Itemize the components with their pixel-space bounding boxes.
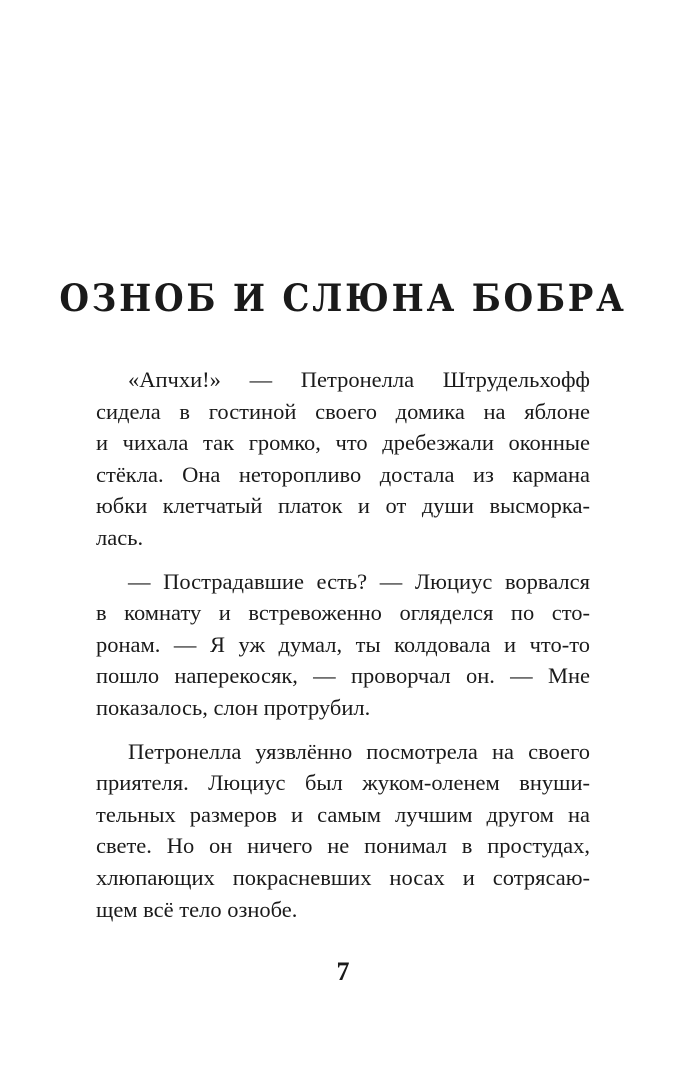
- text-line: лась.: [96, 524, 144, 550]
- text-line: хлюпающих покрасневших носах и сотрясаю-: [96, 864, 590, 890]
- text-line: сидела в гостиной своего домика на яблоне: [96, 398, 590, 424]
- chapter-title: ОЗНОБ И СЛЮНА БОБРА: [59, 276, 627, 320]
- paragraph-1: [96, 364, 590, 554]
- text-line: стёкла. Она неторопливо достала из кармана: [96, 461, 590, 487]
- text-line: тельных размеров и самым лучшим другом на: [96, 801, 590, 827]
- page-number: 7: [336, 957, 350, 986]
- text-line: — Пострадавшие есть? — Люциус ворвался: [128, 568, 590, 594]
- paragraph-2: [96, 566, 590, 724]
- text-line: приятеля. Люциус был жуком-оленем внуши-: [96, 770, 590, 796]
- text-line: «Апчхи!» — Петронелла Штрудельхофф: [128, 367, 590, 392]
- text-line: Петронелла уязвлённо посмотрела на своего: [128, 738, 590, 764]
- text-line: свете. Но он ничего не понимал в простудах,: [96, 833, 590, 859]
- text-line: пошло наперекосяк, — проворчал он. — Мне: [96, 663, 590, 689]
- text-line: ронам. — Я уж думал, ты колдовала и что-то: [96, 631, 590, 657]
- text-line: и чихала так громко, что дребезжали оконные: [96, 430, 590, 456]
- text-line: показалось, слон протрубил.: [96, 694, 371, 720]
- paragraph-3: [96, 736, 590, 926]
- text-line: юбки клетчатый платок и от души высморка-: [96, 493, 590, 519]
- text-line: в комнату и встревоженно огляделся по сто-: [96, 600, 590, 626]
- text-line: щем всё тело ознобе.: [96, 896, 298, 922]
- body-text: [96, 364, 590, 937]
